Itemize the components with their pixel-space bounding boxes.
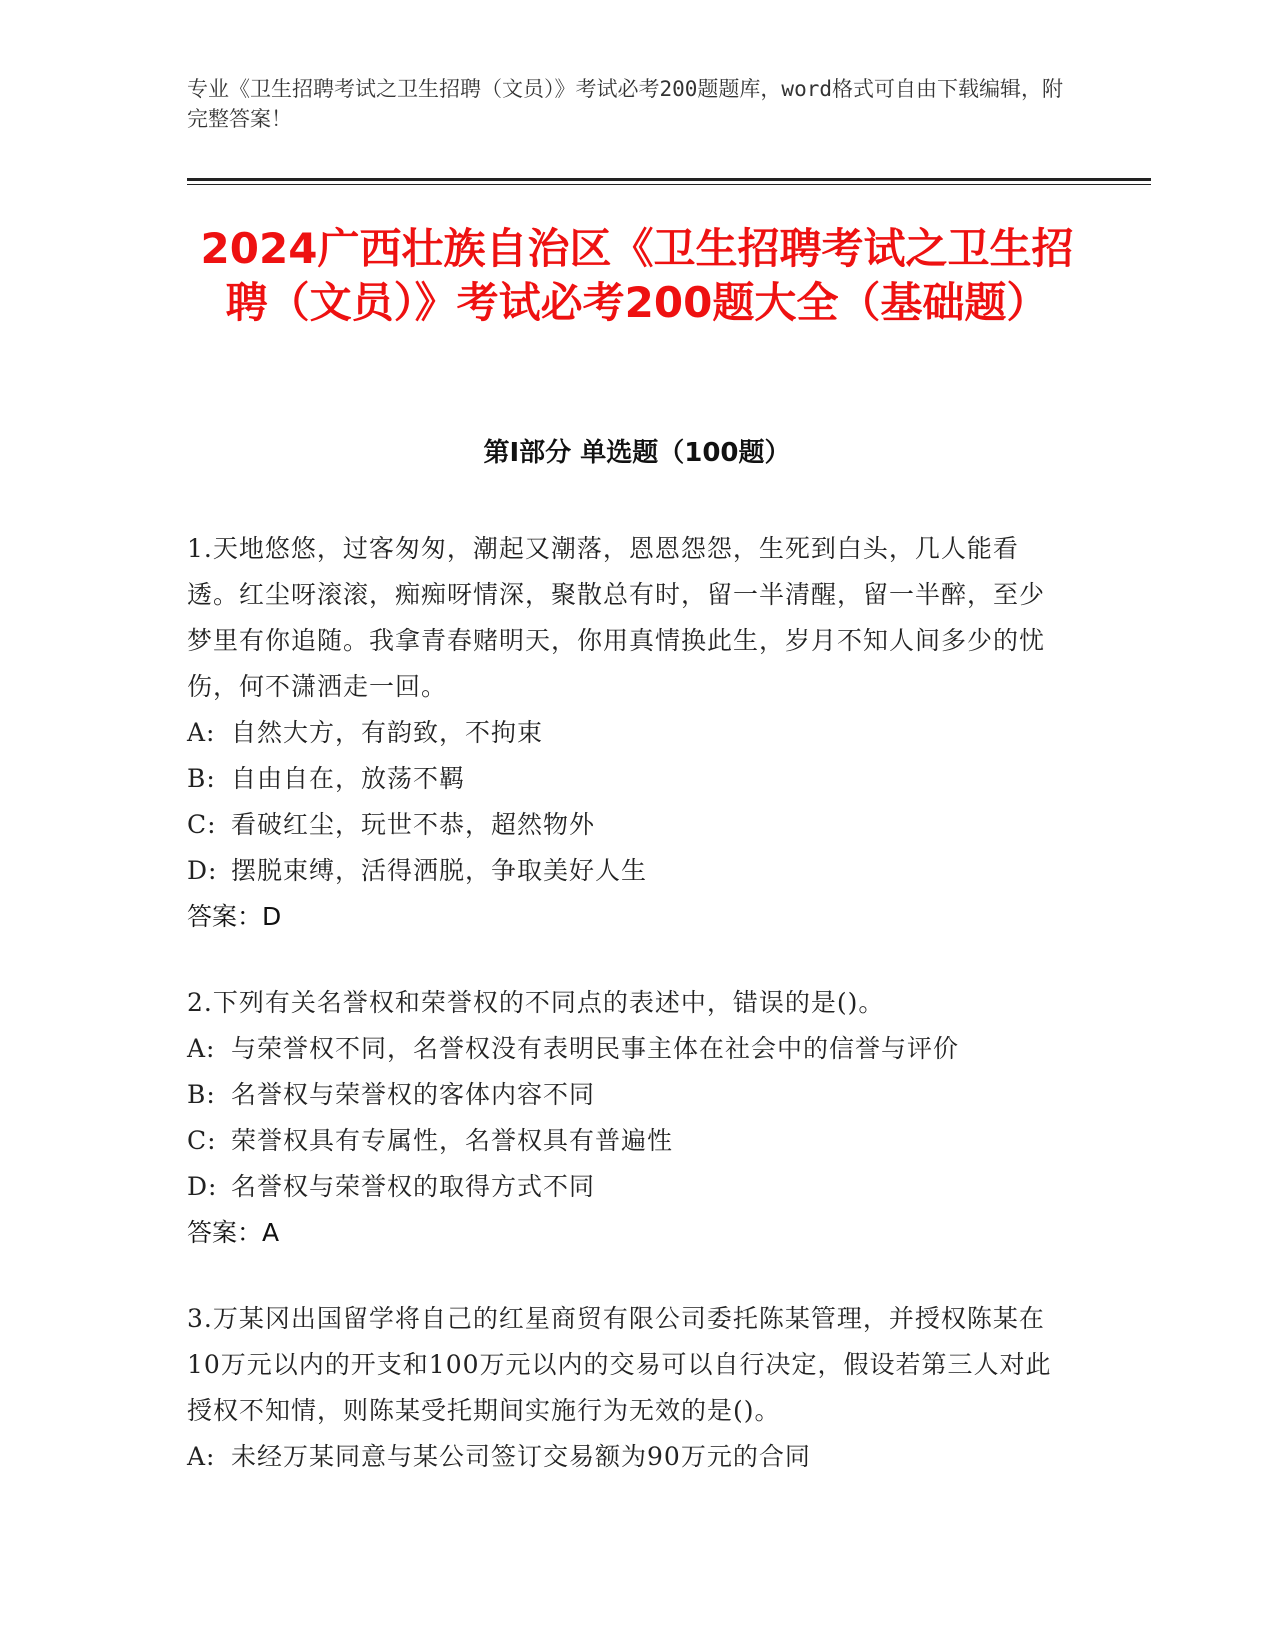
option-key: C: [187,810,217,839]
question-list [187,526,1067,1520]
option-key: A: [187,1034,216,1063]
option-key: A: [187,718,216,747]
question-option [187,1026,1067,1072]
option-text: 名誉权与荣誉权的客体内容不同 [231,1080,596,1109]
question-option [187,756,1067,802]
question-stem: 2.下列有关名誉权和荣誉权的不同点的表述中，错误的是()。 [187,988,885,1017]
question-option [187,848,1067,894]
question-option [187,802,1067,848]
question-option [187,1072,1067,1118]
option-key: B: [187,764,216,793]
header-divider-thick [187,178,1151,181]
question-answer: 答案：A [187,1218,280,1247]
question-item [187,980,1067,1256]
question-stem: 1.天地悠悠，过客匆匆，潮起又潮落，恩恩怨怨，生死到白头，几人能看透。红尘呀滚滚，痴痴呀情深，聚散总有时，留一半清醒，留一半醉，至少梦里有你追随。我拿青春赌明天，你用真情换此生，岁月不知人间多少的忧伤，何不潇洒走一回。 [187,534,1046,701]
option-key: D: [187,856,218,885]
question-item [187,1296,1067,1480]
question-stem: 3.万某冈出国留学将自己的红星商贸有限公司委托陈某管理，并授权陈某在10万元以内的开支和100万元以内的交易可以自行决定，假设若第三人对此授权不知情，则陈某受托期间实施行为无效的是()。 [187,1304,1052,1425]
option-text: 名誉权与荣誉权的取得方式不同 [231,1172,596,1201]
option-text: 自由自在，放荡不羁 [231,764,466,793]
header-note: 专业《卫生招聘考试之卫生招聘（文员）》考试必考200题题库，word格式可自由下载编辑，附完整答案！ [187,77,1063,131]
question-answer: 答案：D [187,902,282,931]
section-title: 第I部分 单选题（100题） [483,438,791,468]
option-key: B: [187,1080,216,1109]
option-key: A: [187,1442,216,1471]
question-option [187,710,1067,756]
question-item [187,526,1067,940]
document-title: 2024广西壮族自治区《卫生招聘考试之卫生招聘（文员）》考试必考200题大全（基础题） [200,224,1074,327]
header-divider-thin [187,184,1151,185]
question-option [187,1118,1067,1164]
question-option [187,1164,1067,1210]
option-text: 荣誉权具有专属性，名誉权具有普遍性 [231,1126,674,1155]
option-text: 与荣誉权不同，名誉权没有表明民事主体在社会中的信誉与评价 [231,1034,960,1063]
option-text: 摆脱束缚，活得洒脱，争取美好人生 [231,856,648,885]
question-option [187,1434,1067,1480]
option-key: C: [187,1126,217,1155]
option-text: 未经万某同意与某公司签订交易额为90万元的合同 [231,1442,811,1471]
option-key: D: [187,1172,218,1201]
option-text: 看破红尘，玩世不恭，超然物外 [231,810,596,839]
option-text: 自然大方，有韵致，不拘束 [231,718,544,747]
